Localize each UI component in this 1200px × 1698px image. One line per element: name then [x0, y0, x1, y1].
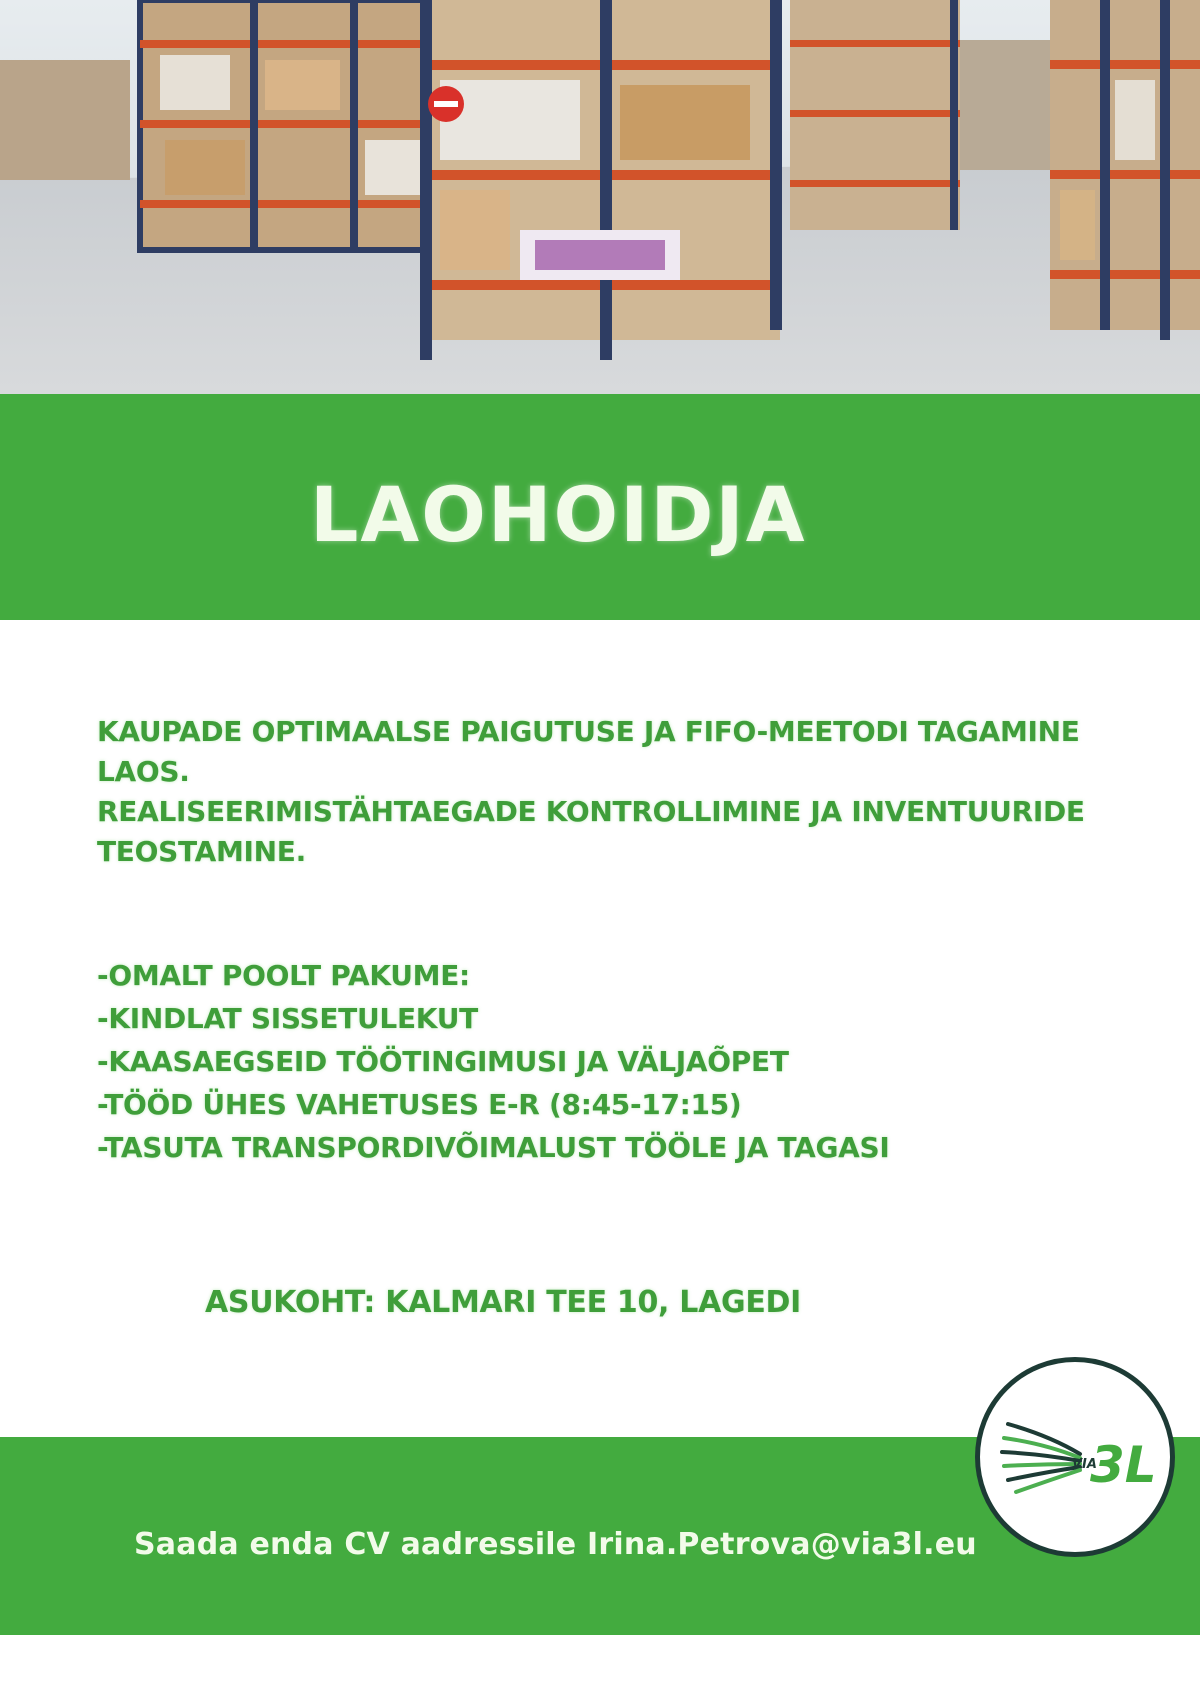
- offer-line: -KINDLAT SISSETULEKUT: [97, 1002, 478, 1035]
- warehouse-photo: [0, 0, 1200, 394]
- wing-mark-icon: [1002, 1424, 1080, 1492]
- job-duties: [97, 712, 1147, 872]
- contact-text: Saada enda CV aadressile Irina.Petrova@via3l.eu: [134, 1527, 977, 1562]
- offer-line: -TÖÖD ÜHES VAHETUSES E-R (8:45-17:15): [97, 1088, 742, 1121]
- via3l-logo-icon: [975, 1357, 1175, 1557]
- logo-via-text: VIA: [1072, 1457, 1097, 1472]
- job-offers: [97, 954, 1147, 1169]
- title-band: [0, 394, 1200, 620]
- duty-line: KAUPADE OPTIMAALSE PAIGUTUSE JA FIFO-MEETODI TAGAMINE LAOS.: [97, 715, 1080, 788]
- offer-line: -OMALT POOLT PAKUME:: [97, 959, 470, 992]
- job-title: LAOHOIDJA: [310, 470, 807, 559]
- logo-mark-text: 3L: [1090, 1436, 1157, 1494]
- job-location: ASUKOHT: KALMARI TEE 10, LAGEDI: [205, 1285, 802, 1320]
- offer-line: -KAASAEGSEID TÖÖTINGIMUSI JA VÄLJAÕPET: [97, 1045, 789, 1078]
- duty-line: REALISEERIMISTÄHTAEGADE KONTROLLIMINE JA INVENTUURIDE TEOSTAMINE.: [97, 795, 1085, 868]
- offer-line: -TASUTA TRANSPORDIVÕIMALUST TÖÖLE JA TAGASI: [97, 1131, 890, 1164]
